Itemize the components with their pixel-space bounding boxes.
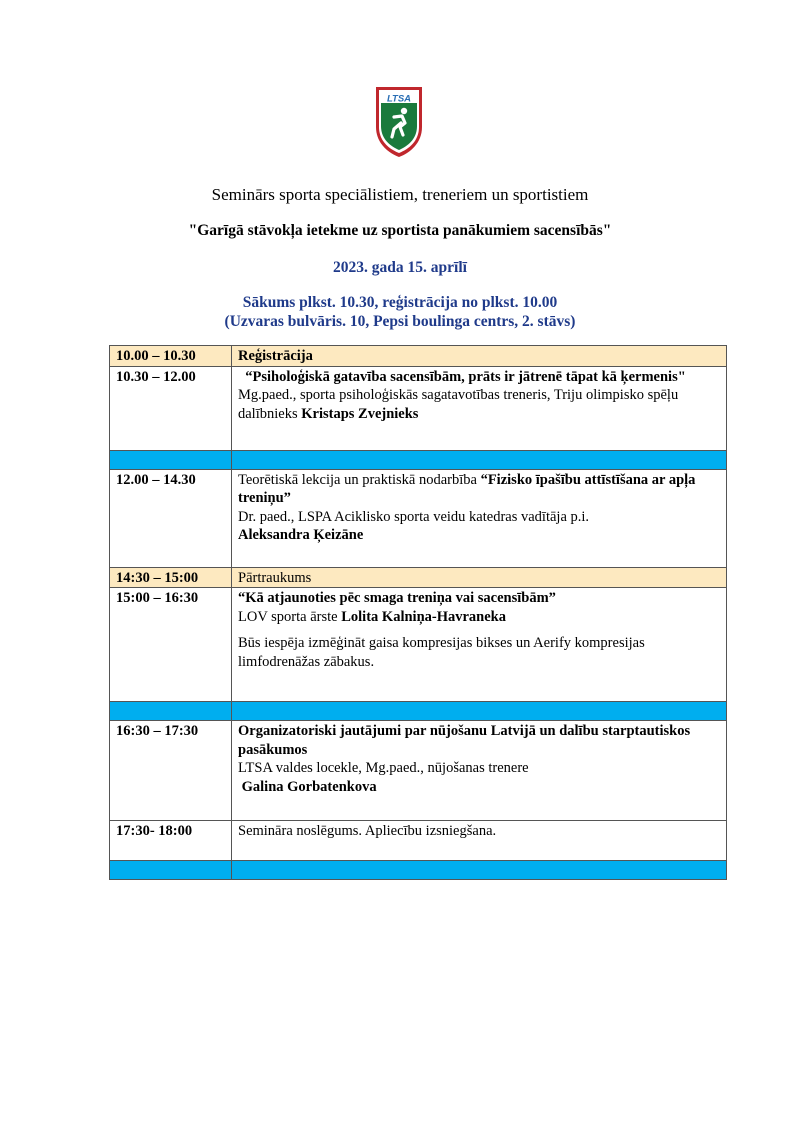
- table-row: [110, 821, 727, 861]
- separator-cell: [110, 861, 232, 880]
- time-cell: 17:30- 18:00: [110, 821, 232, 861]
- speaker-name: Galina Gorbatenkova: [238, 778, 377, 795]
- speaker-role: Mg.paed., sporta psiholoģiskās sagatavotības treneris, Triju olimpisko spēļu dalībnieks: [238, 387, 679, 422]
- speaker-role: LOV sporta ārste: [238, 608, 342, 625]
- activity-cell: Semināra noslēgums. Apliecību izsniegšana.: [232, 821, 727, 861]
- seminar-subtitle: Seminārs sporta speciālistiem, treneriem un sportistiem: [211, 185, 589, 204]
- speaker-name: Kristaps Zvejnieks: [301, 405, 419, 422]
- separator-cell: [232, 450, 727, 469]
- session-intro: Teorētiskā lekcija un praktiskā nodarbība: [238, 471, 481, 488]
- seminar-title: "Garīgā stāvokļa ietekme uz sportista panākumiem sacensībās": [188, 222, 612, 239]
- session-description: [238, 608, 720, 627]
- location-text: (Uzvaras bulvāris. 10, Pepsi boulinga centrs, 2. stāvs): [224, 313, 576, 330]
- speaker-name: Lolita Kalniņa-Havraneka: [341, 608, 506, 625]
- speaker-name: Aleksandra Ķeizāne: [238, 527, 364, 543]
- session-title: “Kā atjaunoties pēc smaga treniņa vai sacensībām”: [238, 590, 556, 606]
- table-row: [110, 721, 727, 821]
- activity-cell: [232, 469, 727, 567]
- activity-cell: Pārtraukums: [232, 567, 727, 588]
- time-cell: 16:30 – 17:30: [110, 721, 232, 821]
- time-cell: 10.00 – 10.30: [110, 346, 232, 367]
- separator-cell: [232, 702, 727, 721]
- activity-cell: [232, 366, 727, 450]
- table-separator-row: [110, 702, 727, 721]
- table-separator-row: [110, 861, 727, 880]
- session-title: “Fizisko īpašību attīstīšana ar apļa treniņu”: [238, 471, 696, 506]
- table-row: [110, 366, 727, 450]
- separator-cell: [110, 450, 232, 469]
- table-row: [110, 567, 727, 588]
- session-heading: [238, 471, 720, 508]
- session-description: [238, 386, 720, 423]
- table-row: [110, 346, 727, 367]
- session-note: Būs iespēja izmēģināt gaisa kompresijas bikses un Aerify kompresijas limfodrenāžas zābakus.: [238, 635, 645, 670]
- session-title: “Psiholoģiskā gatavība sacensībām, prāts ir jātrenē tāpat kā ķermenis": [238, 368, 686, 385]
- separator-cell: [232, 861, 727, 880]
- seminar-venue: [0, 293, 800, 331]
- time-cell: 10.30 – 12.00: [110, 366, 232, 450]
- speaker-role: LTSA valdes locekle, Mg.paed., nūjošanas trenere: [238, 760, 529, 776]
- table-row: [110, 469, 727, 567]
- table-row: [110, 588, 727, 702]
- seminar-date: 2023. gada 15. aprīlī: [333, 259, 467, 276]
- activity-cell: [232, 588, 727, 702]
- speaker-role: Dr. paed., LSPA Aciklisko sporta veidu katedras vadītāja p.i.: [238, 508, 590, 525]
- time-cell: 12.00 – 14.30: [110, 469, 232, 567]
- start-time-text: Sākums plkst. 10.30, reģistrācija no plkst. 10.00: [242, 294, 558, 311]
- activity-cell: [232, 721, 727, 821]
- schedule-table: [109, 345, 727, 880]
- ltsa-logo: [372, 83, 426, 159]
- logo-text: LTSA: [386, 93, 412, 105]
- session-title: Organizatoriski jautājumi par nūjošanu Latvijā un dalību starptautiskos pasākumos: [238, 723, 691, 758]
- time-cell: 14:30 – 15:00: [110, 567, 232, 588]
- table-separator-row: [110, 450, 727, 469]
- separator-cell: [110, 702, 232, 721]
- activity-cell: Reģistrācija: [232, 346, 727, 367]
- time-cell: 15:00 – 16:30: [110, 588, 232, 702]
